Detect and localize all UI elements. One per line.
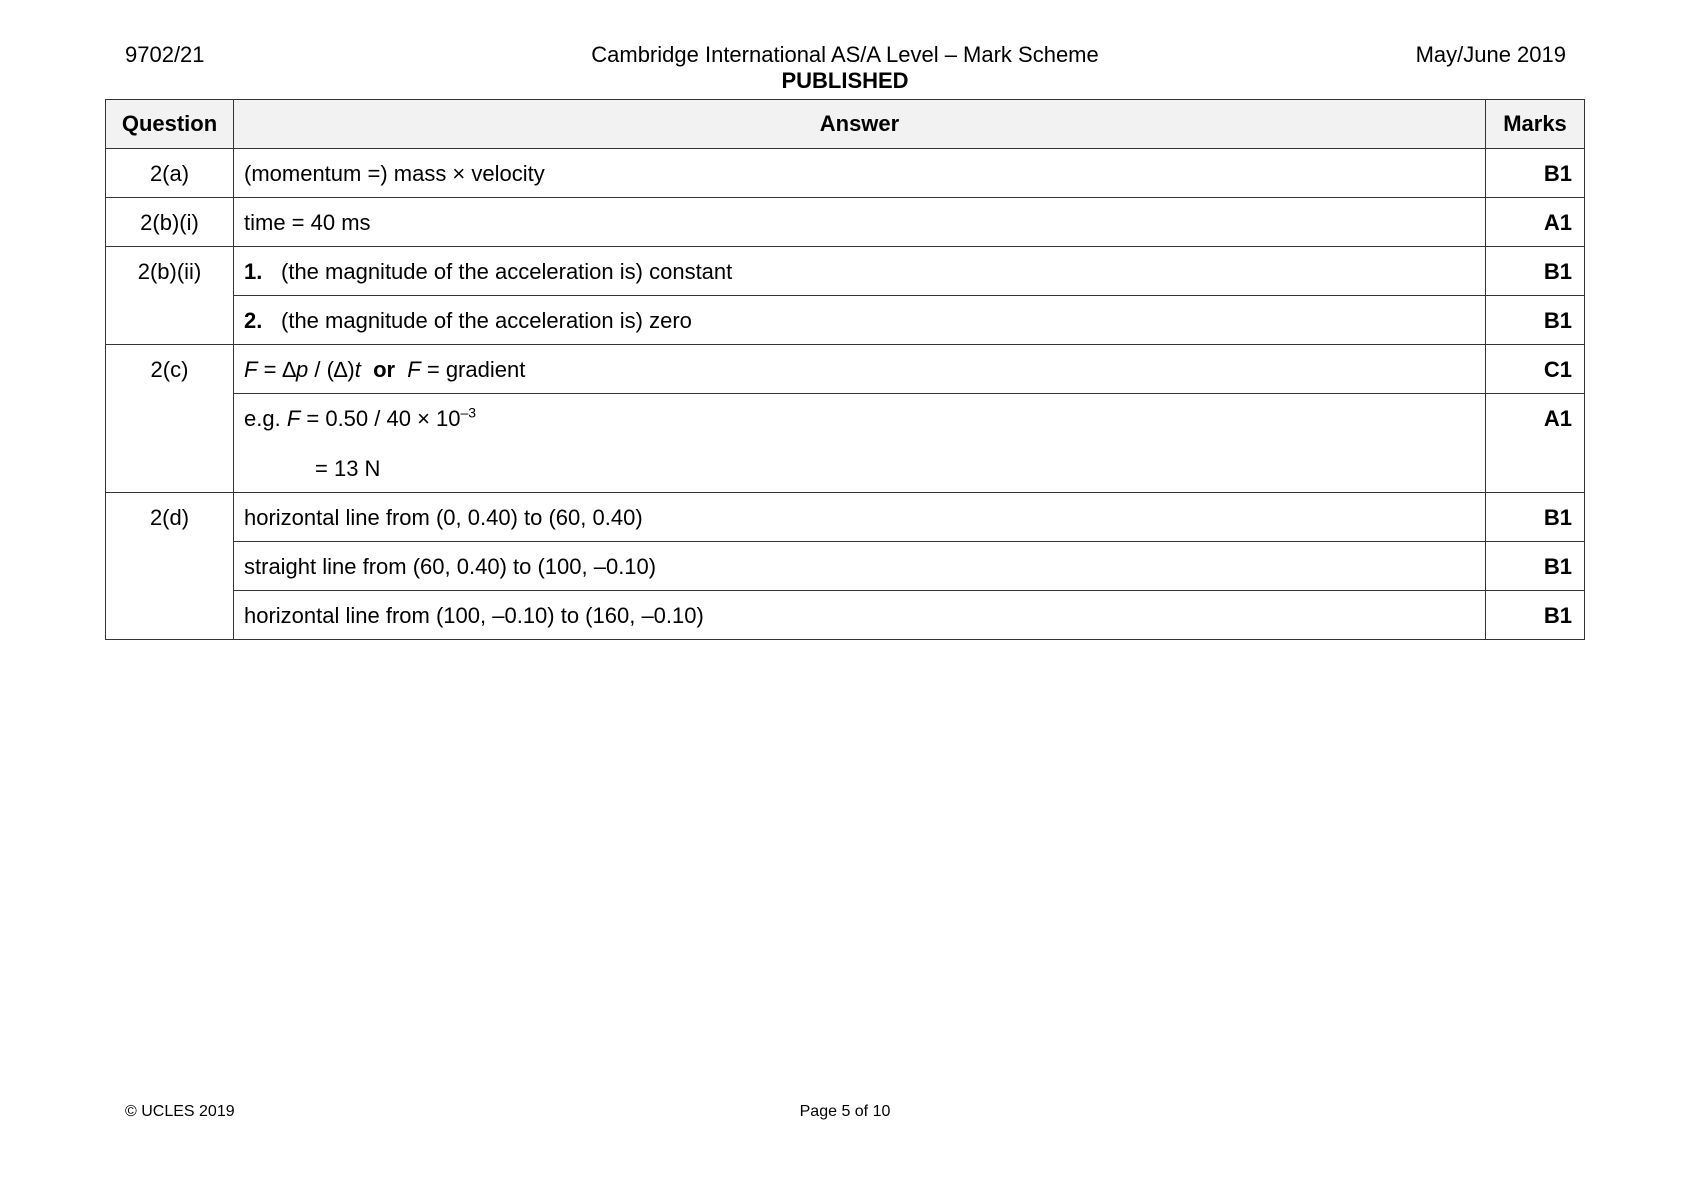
mark: B1 bbox=[1486, 247, 1585, 296]
table-row bbox=[106, 345, 1585, 394]
mark: B1 bbox=[1486, 542, 1585, 591]
equation-part: = 0.50 / 40 × 10 bbox=[300, 406, 461, 431]
example-prefix: e.g. bbox=[244, 406, 287, 431]
marks-column-header: Marks bbox=[1486, 100, 1585, 149]
force-symbol: F bbox=[286, 406, 301, 431]
table-header-row bbox=[106, 100, 1585, 149]
mark: A1 bbox=[1486, 198, 1585, 247]
question-number: 2(b)(i) bbox=[106, 198, 234, 247]
answer-text bbox=[234, 394, 1486, 493]
mark: B1 bbox=[1486, 296, 1585, 345]
question-column-header: Question bbox=[106, 100, 234, 149]
answer-text: (momentum =) mass × velocity bbox=[234, 149, 1486, 198]
copyright-notice: © UCLES 2019 bbox=[125, 1103, 235, 1120]
force-symbol: F bbox=[244, 357, 258, 382]
answer-text: horizontal line from (0, 0.40) to (60, 0.40) bbox=[234, 493, 1486, 542]
table-row bbox=[106, 591, 1585, 640]
mark: C1 bbox=[1486, 345, 1585, 394]
question-number: 2(c) bbox=[106, 345, 234, 493]
question-number: 2(b)(ii) bbox=[106, 247, 234, 345]
mark-scheme-table bbox=[105, 99, 1585, 640]
table-row bbox=[106, 542, 1585, 591]
document-code: 9702/21 bbox=[125, 42, 205, 67]
table-row bbox=[106, 296, 1585, 345]
table-row bbox=[106, 198, 1585, 247]
answer-text bbox=[234, 247, 1486, 296]
exam-session: May/June 2019 bbox=[1415, 42, 1566, 67]
answer-column-header: Answer bbox=[234, 100, 1486, 149]
answer-text: time = 40 ms bbox=[234, 198, 1486, 247]
published-label: PUBLISHED bbox=[781, 68, 909, 93]
equation-part: / (∆) bbox=[308, 357, 355, 382]
exponent: –3 bbox=[460, 404, 477, 421]
equation-result: = 13 N bbox=[315, 456, 381, 481]
point-number: 2. bbox=[244, 308, 263, 333]
page-number: Page 5 of 10 bbox=[799, 1103, 891, 1120]
table-row bbox=[106, 394, 1585, 493]
table-row bbox=[106, 247, 1585, 296]
question-number: 2(a) bbox=[106, 149, 234, 198]
answer-text bbox=[234, 296, 1486, 345]
answer-text: horizontal line from (100, –0.10) to (160, –0.10) bbox=[234, 591, 1486, 640]
or-keyword: or bbox=[373, 357, 396, 382]
answer-content: (the magnitude of the acceleration is) zero bbox=[281, 308, 692, 333]
equation-part: = ∆ bbox=[257, 357, 296, 382]
answer-text: straight line from (60, 0.40) to (100, –0.10) bbox=[234, 542, 1486, 591]
momentum-symbol: p bbox=[296, 357, 309, 382]
force-symbol: F bbox=[407, 357, 421, 382]
answer-content: (the magnitude of the acceleration is) constant bbox=[281, 259, 733, 284]
table-row bbox=[106, 149, 1585, 198]
mark: B1 bbox=[1486, 493, 1585, 542]
answer-text bbox=[234, 345, 1486, 394]
mark: B1 bbox=[1486, 591, 1585, 640]
mark: A1 bbox=[1486, 394, 1585, 493]
point-number: 1. bbox=[244, 259, 263, 284]
mark: B1 bbox=[1486, 149, 1585, 198]
question-number: 2(d) bbox=[106, 493, 234, 640]
title-text: Cambridge International AS/A Level – Mark Scheme bbox=[591, 42, 1099, 67]
time-symbol: t bbox=[354, 357, 361, 382]
equation-part: = gradient bbox=[420, 357, 526, 382]
table-row bbox=[106, 493, 1585, 542]
